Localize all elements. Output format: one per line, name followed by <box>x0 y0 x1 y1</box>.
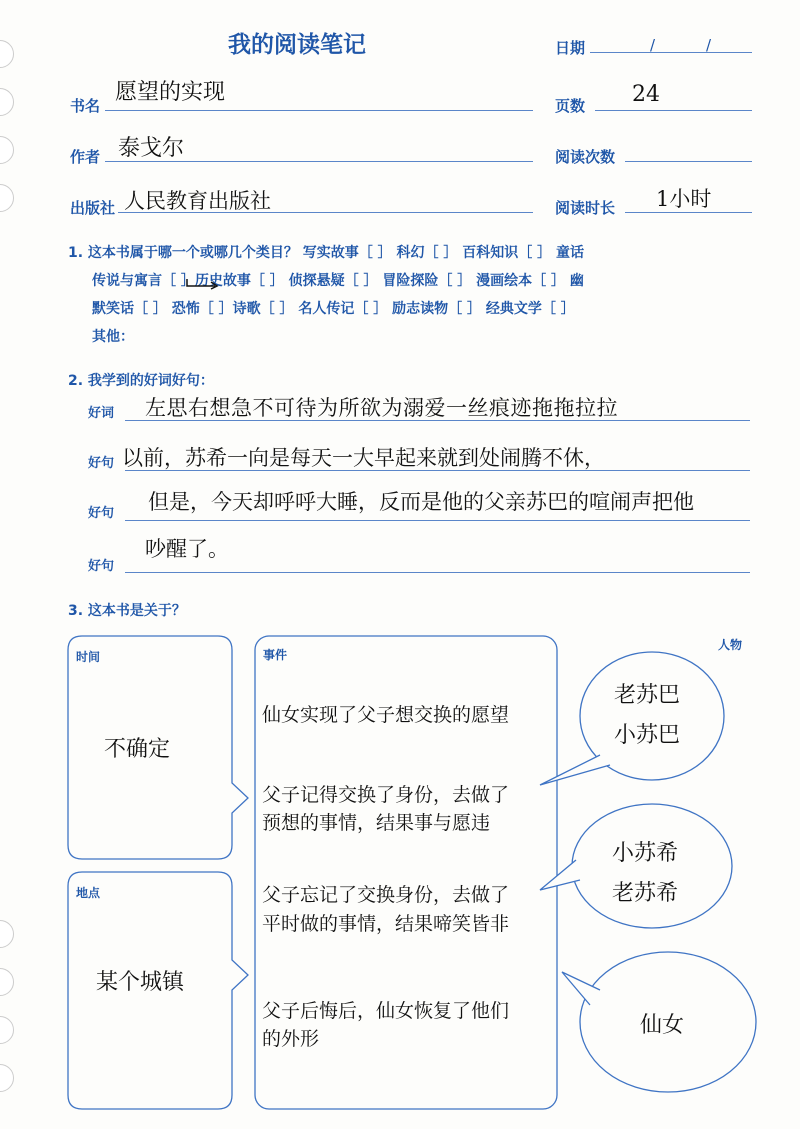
good-sentence-label: 好句 <box>88 559 115 574</box>
event-line: 父子记得交换了身份，去做了 <box>262 784 510 806</box>
event-line: 预想的事情，结果事与愿违 <box>262 812 491 834</box>
good-words-label: 好词 <box>88 406 115 421</box>
book-name-value: 愿望的实现 <box>115 80 226 105</box>
place-label: 地点 <box>76 886 101 900</box>
date-separator: / <box>706 36 712 54</box>
good-words-value: 左思右想急不可待为所欲为溺爱一丝痕迹拖拖拉拉 <box>145 396 618 420</box>
event-line: 仙女实现了父子想交换的愿望 <box>262 704 510 726</box>
good-sentence-value: 以前，苏希一向是每天一大早起来就到处闹腾不休， <box>122 446 605 470</box>
person-name: 小苏希 <box>612 841 679 866</box>
good-sentence-label: 好句 <box>88 506 115 521</box>
person-name: 老苏希 <box>612 881 679 906</box>
good-sentence-value: 但是，今天却呼呼大睡，反而是他的父亲苏巴的喧闹声把他 <box>148 490 694 514</box>
event-line: 的外形 <box>262 1028 320 1050</box>
event-label: 事件 <box>263 648 288 662</box>
publisher-label: 出版社 <box>70 199 116 217</box>
category-question-line: 1. 这本书属于哪一个或哪几个类目？ 写实故事［ ］ 科幻［ ］ 百科知识［ ］ 童话 <box>68 245 585 261</box>
duration-label: 阅读时长 <box>555 199 616 217</box>
place-value: 某个城镇 <box>96 970 185 995</box>
time-label: 时间 <box>76 650 101 664</box>
category-other-label: 其他： <box>92 329 134 345</box>
publisher-value: 人民教育出版社 <box>124 189 271 213</box>
time-value: 不确定 <box>104 737 171 762</box>
pages-value: 24 <box>632 82 660 107</box>
q3-title: 3. 这本书是关于？ <box>68 603 186 619</box>
read-times-label: 阅读次数 <box>555 148 616 166</box>
bubble-tail <box>540 860 580 890</box>
event-line: 父子忘记了交换身份，去做了 <box>262 884 510 906</box>
q2-title: 2. 我学到的好词好句： <box>68 373 214 389</box>
bubble-tail <box>540 755 610 785</box>
category-question-line: 传说与寓言［ ］历史故事［ ］ 侦探悬疑［ ］ 冒险探险［ ］ 漫画绘本［ ］ 幽 <box>92 273 584 289</box>
event-line: 父子后悔后，仙女恢复了他们 <box>262 1000 510 1022</box>
good-sentence-label: 好句 <box>88 456 115 471</box>
duration-value: 1小时 <box>656 187 712 211</box>
event-line: 平时做的事情，结果啼笑皆非 <box>262 913 510 935</box>
good-sentence-continuation: 吵醒了。 <box>145 537 229 561</box>
category-question-line: 默笑话［ ］ 恐怖［ ］诗歌［ ］ 名人传记［ ］ 励志读物［ ］ 经典文学［ ］ <box>92 301 575 317</box>
pages-label: 页数 <box>555 97 586 115</box>
date-separator: / <box>650 36 656 54</box>
people-label: 人物 <box>718 638 743 652</box>
person-name: 老苏巴 <box>614 683 681 708</box>
person-name: 仙女 <box>640 1013 685 1038</box>
author-value: 泰戈尔 <box>118 136 185 161</box>
page-title: 我的阅读笔记 <box>228 32 366 58</box>
author-label: 作者 <box>70 148 101 166</box>
person-name: 小苏巴 <box>614 723 681 748</box>
book-name-label: 书名 <box>70 97 101 115</box>
date-label: 日期 <box>555 39 586 57</box>
